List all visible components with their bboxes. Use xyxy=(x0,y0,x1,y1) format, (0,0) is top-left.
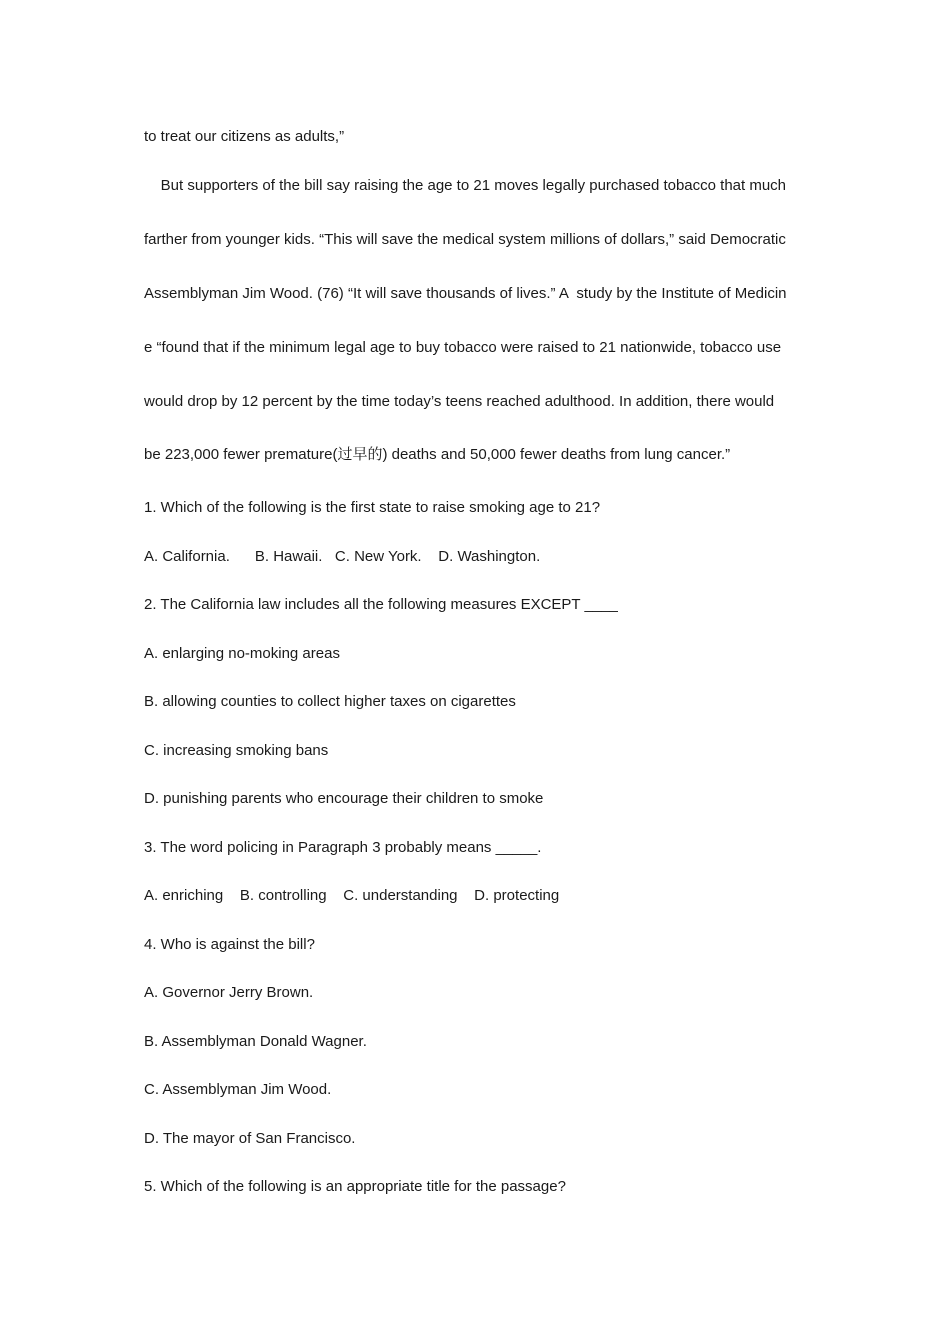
passage-line: Assemblyman Jim Wood. (76) “It will save thousands of lives.” A study by the Institute of Medicin xyxy=(144,285,787,302)
passage-line: be 223,000 fewer premature(过早的) deaths and 50,000 fewer deaths from lung cancer.” xyxy=(144,446,731,463)
question-2-option-c: C. increasing smoking bans xyxy=(144,742,329,759)
question-4-option-c: C. Assemblyman Jim Wood. xyxy=(144,1081,332,1098)
question-2: 2. The California law includes all the following measures EXCEPT ____ xyxy=(144,596,618,613)
question-2-option-d: D. punishing parents who encourage their children to smoke xyxy=(144,790,544,807)
question-1: 1. Which of the following is the first state to raise smoking age to 21? xyxy=(144,499,601,516)
passage-line: farther from younger kids. “This will save the medical system millions of dollars,” said Democratic xyxy=(144,231,786,248)
question-5: 5. Which of the following is an appropriate title for the passage? xyxy=(144,1178,566,1195)
question-3: 3. The word policing in Paragraph 3 probably means _____. xyxy=(144,839,542,856)
passage-line: to treat our citizens as adults,” xyxy=(144,128,345,145)
question-1-options: A. California. B. Hawaii. C. New York. D. Washington. xyxy=(144,548,541,565)
question-4-option-d: D. The mayor of San Francisco. xyxy=(144,1130,356,1147)
question-2-option-b: B. allowing counties to collect higher taxes on cigarettes xyxy=(144,693,516,710)
question-4-option-a: A. Governor Jerry Brown. xyxy=(144,984,314,1001)
passage-line: But supporters of the bill say raising the age to 21 moves legally purchased tobacco that much xyxy=(144,177,787,194)
question-2-option-a: A. enlarging no-moking areas xyxy=(144,645,340,662)
question-4: 4. Who is against the bill? xyxy=(144,936,315,953)
question-4-option-b: B. Assemblyman Donald Wagner. xyxy=(144,1033,367,1050)
passage-line: e “found that if the minimum legal age to buy tobacco were raised to 21 nationwide, tobacco use xyxy=(144,339,782,356)
question-3-options: A. enriching B. controlling C. understanding D. protecting xyxy=(144,887,560,904)
passage-line: would drop by 12 percent by the time today’s teens reached adulthood. In addition, there would xyxy=(144,393,775,410)
